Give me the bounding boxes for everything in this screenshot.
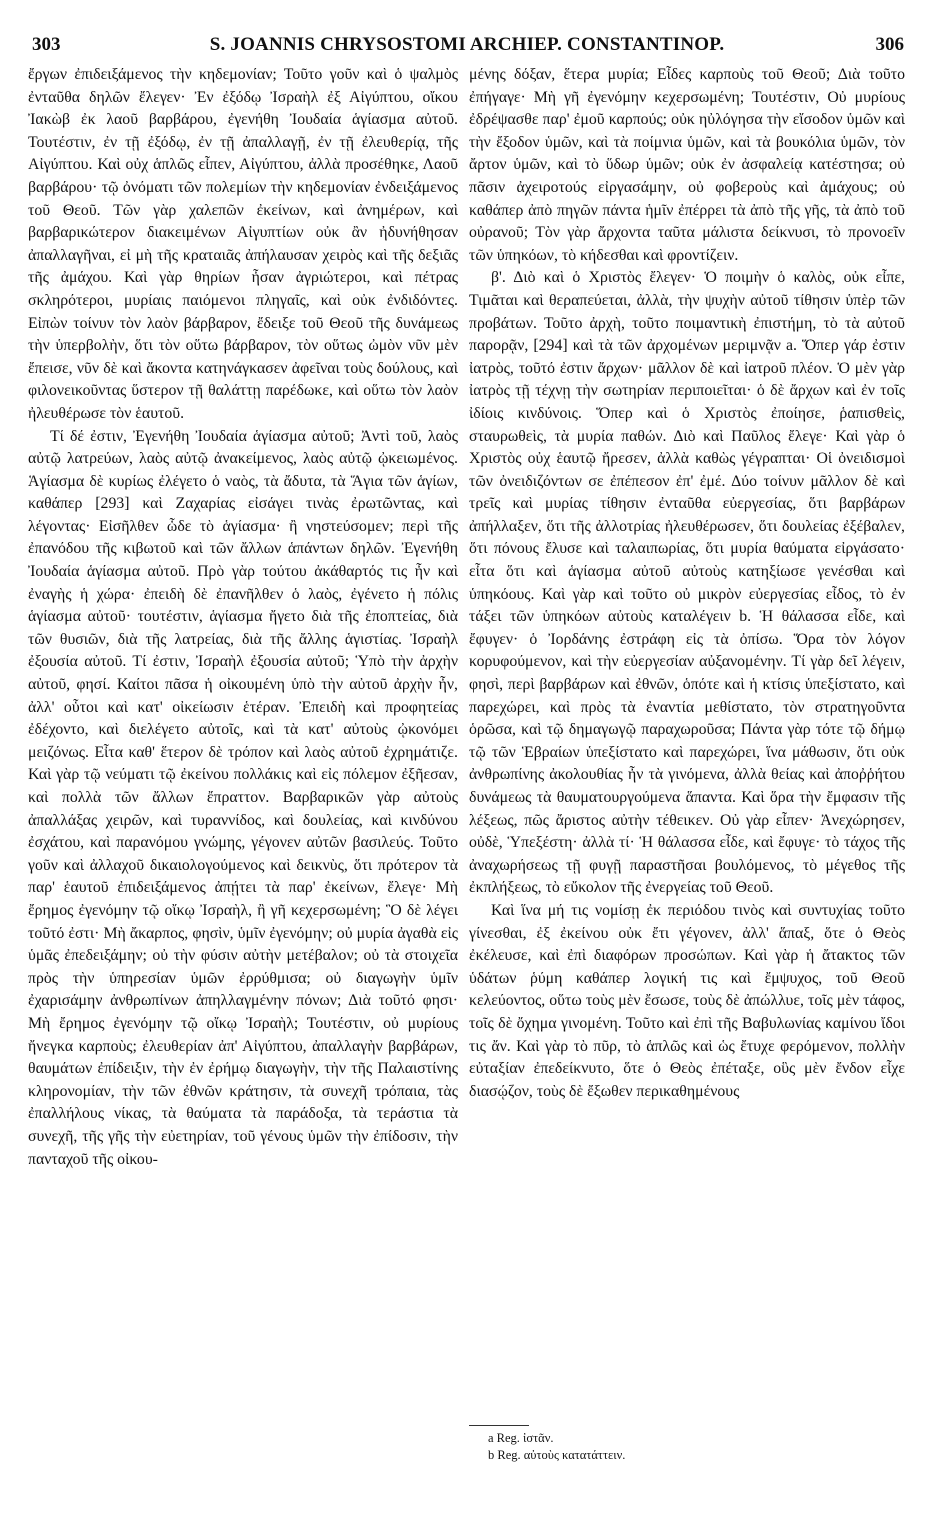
right-column <box>469 64 905 1103</box>
footnote-b: b Reg. αὐτοὺς κατατάττειν. <box>488 1448 626 1462</box>
page-header <box>24 34 910 60</box>
right-paragraph-2: β'. Διὸ καὶ ὁ Χριστὸς ἔλεγεν· Ὁ ποιμὴν ὁ καλὸς, οὐκ εἶπε, Τιμᾶται καὶ θεραπεύεται, ἀλλὰ, τὴν ψυχὴν αὐτοῦ τίθησιν ὑπὲρ τῶν προβάτων. Τοῦτο ἀρχὴ, τοῦτο ποιμαντικὴ ἐπιστήμη, τὸ τὰ αὐτοῦ παρορᾷν, [294] καὶ τὰ τῶν ἀρχομένων μεριμνᾷν a. Ὅπερ γάρ ἐστιν ἰατρὸς, τοῦτό ἐστιν ἄρχων· μᾶλλον δὲ καὶ ἰατροῦ πλέον. Ὁ μὲν γὰρ ἰατρὸς τῇ τέχνῃ τὴν σωτηρίαν περιποιεῖται· ὁ δὲ ἄρχων καὶ ἐν τοῖς ἰδίοις κινδύνοις. Ὅπερ καὶ ὁ Χριστὸς ἐποίησε, ῥαπισθεὶς, σταυρωθεὶς, τὰ μυρία παθών. Διὸ καὶ Παῦλος ἔλεγε· Καὶ γὰρ ὁ Χριστὸς οὐχ ἑαυτῷ ἤρεσεν, ἀλλὰ καθὼς γέγραπται· Οἱ ὀνειδισμοὶ τῶν ὀνειδιζόντων σε ἐπέπεσον ἐπ' ἐμέ. Δύο τοίνυν μᾶλλον δὲ καὶ τρεῖς καὶ μυρίας τίθησιν ἐνταῦθα εὐεργεσίας, ὅτι βαρβάρων ἀπήλλαξεν, ὅτι τῆς ἀλλοτρίας ἠλευθέρωσεν, ὅτι δουλείας ἐξέβαλεν, ὅτι πόνους ἔλυσε καὶ ταλαιπωρίας, ὅτι μυρία θαύματα εἰργάσατο· εἶτα ὅτι καὶ ἁγίασμα αὐτοῦ αὐτοὺς κατηξίωσε γενέσθαι καὶ ὑπηκόους. Καὶ γὰρ καὶ τοῦτο οὐ μικρὸν εὐεργεσίας εἶδος, τὸ ἐν τάξει τῶν ὑπηκόων αὐτοὺς καταλέγειν b. Ἡ θάλασσα εἶδε, καὶ ἔφυγεν· ὁ Ἰορδάνης ἐστράφη εἰς τὰ ὀπίσω. Ὅρα τὸν λόγον κορυφούμενον, καὶ τὴν εὐεργεσίαν αὐξανομένην. Τί γὰρ δεῖ λέγειν, φησὶ, περὶ βαρβάρων καὶ ἐθνῶν, ὁπότε καὶ ἡ κτίσις ὑπεξίστατο, καὶ παρεχώρει, καὶ πρὸς τὰ ἐναντία μεθίστατο, τὸν στρατηγοῦντα ὁρῶσα, καὶ τῷ δημαγωγῷ παραχωροῦσα; Πάντα γὰρ τότε τῷ δήμῳ τῷ τῶν Ἑβραίων ὑπεξίστατο καὶ παρεχώρει, ἵνα μάθωσιν, ὅτι οὐκ ἀνθρωπίνης ἀκολουθίας ἦν τὰ γινόμενα, ἀλλὰ θείας καὶ ἀποῤῥήτου δυνάμεως τὰ θαυματουργούμενα ἅπαντα. Καὶ ὅρα τὴν ἔμφασιν τῆς λέξεως, πῶς ἄριστος αὐτὴν τέθεικεν. Οὐ γὰρ εἶπεν· Ἀνεχώρησεν, οὐδὲ, Ὑπεξέστη· ἀλλὰ τί· Ἡ θάλασσα εἶδε, καὶ ἔφυγε· τὸ τάχος τῆς ἀναχωρήσεως τῇ φυγῇ παραστῆσαι βουλόμενος, τὸ μέγεθος τῆς ἐκπλήξεως, τὸ εὔκολον τῆς ἐνεργείας τοῦ Θεοῦ. <box>469 269 905 897</box>
left-column <box>28 64 458 1171</box>
left-paragraph-1: ἔργων ἐπιδειξάμενος τὴν κηδεμονίαν; Τοῦτο γοῦν καὶ ὁ ψαλμὸς ἐνταῦθα δηλῶν ἔλεγεν· Ἐν ἐξόδῳ Ἰσραὴλ ἐξ Αἰγύπτου, οἴκου Ἰακὼβ ἐκ λαοῦ βαρβάρου, ἐγενήθη Ἰουδαία ἁγίασμα αὐτοῦ. Τουτέστιν, ἐν τῇ ἐξόδῳ, ἐν τῇ ἀπαλλαγῇ, ἐν τῇ ἐλευθερίᾳ, τῆς Αἰγύπτου. Καὶ οὐχ ἁπλῶς εἶπεν, Αἰγύπτου, ἀλλὰ προσέθηκε, Λαοῦ βαρβάρου· τῷ ὀνόματι τῶν πολεμίων τὴν κηδεμονίαν ἐνδειξάμενος τοῦ Θεοῦ. Τῶν γὰρ χαλεπῶν ἐκείνων, καὶ ἀνημέρων, καὶ βαρβαρικώτερον διακειμένων Αἰγυπτίων οὐκ ἂν ἠδυνήθησαν ἀπαλλαγῆναι, εἰ μὴ τῆς κραταιᾶς ἀπήλαυσαν χειρὸς καὶ τῆς δεξιᾶς τῆς ἀμάχου. Καὶ γὰρ θηρίων ἦσαν ἀγριώτεροι, καὶ πέτρας σκληρότεροι, μυρίαις παιόμενοι πληγαῖς, καὶ οὐκ ἐνδιδόντες. Εἰπὼν τοίνυν τὸν λαὸν βάρβαρον, ἔδειξε τοῦ Θεοῦ τῆς δυνάμεως τὴν ὑπερβολὴν, ὅτι τὸν οὕτω βάρβαρον, τὸν οὕτως ὠμὸν νῦν μὲν ἔπεισε, νῦν δὲ καὶ ἄκοντα κατηνάγκασεν ἀφεῖναι τοὺς δούλους, καὶ φιλονεικοῦντας ὕστερον τῇ θαλάττῃ παρέδωκε, καὶ οὕτω τὸν λαὸν ἠλευθέρωσε τὸν ἑαυτοῦ. <box>28 66 458 422</box>
footnotes <box>488 1430 888 1464</box>
left-paragraph-2: Τί δέ ἐστιν, Ἐγενήθη Ἰουδαία ἁγίασμα αὐτοῦ; Ἀντὶ τοῦ, λαὸς αὐτῷ λατρεύων, λαὸς αὐτῷ ἀνακείμενος, λαὸς αὐτῷ ᾠκειωμένος. Ἁγίασμα δὲ κυρίως ἐλέγετο ὁ ναὸς, τὰ ἄδυτα, τὰ Ἅγια τῶν ἁγίων, καθάπερ [293] καὶ Ζαχαρίας εἰσάγει τινὰς ἐρωτῶντας, καὶ λέγοντας· Εἰσῆλθεν ὧδε τὸ ἁγίασμα· ἢ νηστεύσομεν; περὶ τῆς ἐπανόδου τῆς κιβωτοῦ καὶ τῶν ἄλλων ἁπάντων δηλῶν. Ἐγενήθη Ἰουδαία ἁγίασμα αὐτοῦ. Πρὸ γὰρ τούτου ἀκάθαρτός τις ἦν καὶ ἐναγὴς ἡ χώρα· ἐπειδὴ δὲ ἐπανῆλθεν ὁ λαὸς, ἐγένετο ἡ πόλις ἁγίασμα αὐτοῦ· τουτέστιν, ἁγίασμα ἤγετο διὰ τῆς ἐποπτείας, διὰ τῶν θυσιῶν, διὰ τῆς λατρείας, διὰ τῆς ἄλλης ἁγιστίας. Ἰσραὴλ ἐξουσία αὐτοῦ. Τί ἐστιν, Ἰσραὴλ ἐξουσία αὐτοῦ; Ὑπὸ τὴν ἀρχὴν αὐτοῦ, φησί. Καίτοι πᾶσα ἡ οἰκουμένη ὑπὸ τὴν αὐτοῦ ἀρχὴν ἦν, ἀλλ' οὗτοι καὶ κατ' οἰκείωσιν ἑτέραν. Ἐπειδὴ καὶ προφητείας ἐδέχοντο, καὶ διελέγετο αὐτοῖς, καὶ τὰ κατ' αὐτοὺς ᾠκονόμει μειζόνως. Εἶτα καθ' ἕτερον δὲ τρόπον καὶ λαὸς αὐτοῦ ἐχρημάτιζε. Καὶ γὰρ τῷ νεύματι τῷ ἐκείνου πολλάκις καὶ εἰς πόλεμον ἐξῆεσαν, καὶ πολλὰ τῶν ἄλλων ἔπραττον. Βαρβαρικῶν γὰρ αὐτοὺς ἀπαλλάξας χειρῶν, καὶ τυραννίδος, καὶ δουλείας, καὶ κινδύνου ἐσχάτου, καὶ παρανόμου γνώμης, γέγονεν αὐτῶν βασιλεύς. Τοῦτο γοῦν καὶ ἀλλαχοῦ δικαιολογούμενος καὶ δεικνὺς, ὅτι πρότερον τὰ παρ' ἑαυτοῦ ἐπιδειξάμενος ἀπῄτει τὰ παρ' ἐκείνων, ἔλεγε· Μὴ ἔρημος ἐγενόμην τῷ οἴκῳ Ἰσραὴλ, ἢ γῆ κεχερσωμένη; Ὃ δὲ λέγει τοῦτό ἐστι· Μὴ ἄκαρπος, φησὶν, ὑμῖν ἐγενόμην; οὐ μυρία ἀγαθὰ εἰς ὑμᾶς ἐπεδειξάμην; οὐ τὴν φύσιν αὐτὴν μετέβαλον; οὐ τὰ στοιχεῖα πρὸς τὴν ὑπηρεσίαν ὑμῶν ἐρρύθμισα; οὐ διαγωγὴν ὑμῖν ἐχαρισάμην ἀνθρωπίνων ἀπηλλαγμένην πόνων; Διὰ τοῦτό φησι· Μὴ ἔρημος ἐγενόμην τῷ οἴκῳ Ἰσραὴλ; Τουτέστιν, οὐ μυρίους ἤνεγκα καρποὺς; ἐλευθερίαν ἀπ' Αἰγύπτου, ἀπαλλαγὴν βαρβάρων, θαυμάτων ἐπίδειξιν, τὴν ἐν ἐρήμῳ διαγωγὴν, τὴν τῆς Παλαιστίνης κληρονομίαν, τὴν τῶν ἐθνῶν κράτησιν, τὰ συνεχῆ τρόπαια, τὰς ἐπαλλήλους νίκας, τὰ θαύματα τὰ παράδοξα, τὰ τεράστια τὰ συνεχῆ, τῆς γῆς τὴν εὐετηρίαν, τοῦ γένους ὑμῶν τὴν ἐπίδοσιν, τὴν πανταχοῦ τῆς οἰκου- <box>28 427 458 1168</box>
page-number-right: 306 <box>875 34 904 55</box>
footnote-a: a Reg. ἰστᾶν. <box>488 1431 554 1445</box>
running-title: S. JOANNIS CHRYSOSTOMI ARCHIEP. CONSTANTINOP. <box>209 34 725 55</box>
footnote-rule <box>469 1425 529 1426</box>
right-paragraph-1: μένης δόξαν, ἕτερα μυρία; Εἶδες καρποὺς τοῦ Θεοῦ; Διὰ τοῦτο ἐπήγαγε· Μὴ γῆ ἐγενόμην κεχερσωμένη; Τουτέστιν, Οὐ μυρίους ἐδρέψασθε παρ' ἐμοῦ καρπούς; οὐκ ηὐλόγησα τὴν εἴσοδον ὑμῶν καὶ τὴν ἔξοδον ὑμῶν, καὶ τὰ ποίμνια ὑμῶν, καὶ τὰ βουκόλια ὑμῶν, τὸν ἄρτον ὑμῶν, καὶ τὸ ὕδωρ ὑμῶν; οὐκ ἐν ἀσφαλείᾳ κατέστησα; οὐ πᾶσιν ἀχειροτούς εἰργασάμην, οὐ φοβεροὺς καὶ ἀμάχους; οὐ καθάπερ ἀπὸ πηγῶν πάντα ἡμῖν ἐπέρρει τὰ ἀπὸ τῆς γῆς, τὰ ἀπὸ τοῦ οὐρανοῦ; Τὸν γὰρ ἄρχοντα ταῦτα μάλιστα δείκνυσι, τὸ προνοεῖν τῶν ὑπηκόων, τὸ κήδεσθαι καὶ φροντίζειν. <box>469 66 905 264</box>
page-number-left: 303 <box>32 34 61 55</box>
right-paragraph-3: Καὶ ἵνα μή τις νομίσῃ ἐκ περιόδου τινὸς καὶ συντυχίας τοῦτο γίνεσθαι, ἐξ ἐκείνου οὐκ ἔτι γέγονεν, ἀλλ' ἅπαξ, ὅτε ὁ Θεὸς ἐκέλευσε, καὶ ἐπὶ διαφόρων προσώπων. Καὶ γὰρ ἡ ἄτακτος τῶν ὑδάτων ῥύμη καθάπερ λογική τις καὶ ἔμψυχος, τοῦ Θεοῦ κελεύοντος, οὕτω τοὺς μὲν ἔσωσε, τοὺς δὲ ἀπώλλυε, τοῖς μὲν τάφος, τοῖς δὲ ὄχημα γινομένη. Τοῦτο καὶ ἐπὶ τῆς Βαβυλωνίας καμίνου ἴδοι τις ἄν. Καὶ γὰρ τὸ πῦρ, τὸ ἁπλῶς καὶ ὡς ἔτυχε φερόμενον, πολλὴν εὐταξίαν ἐπεδείκνυτο, ὅτε ὁ Θεὸς ἐπέταξε, οὓς μὲν ἔνδον εἶχε διασῴζον, τοὺς δὲ ἔξωθεν περικαθημένους <box>469 901 905 1100</box>
